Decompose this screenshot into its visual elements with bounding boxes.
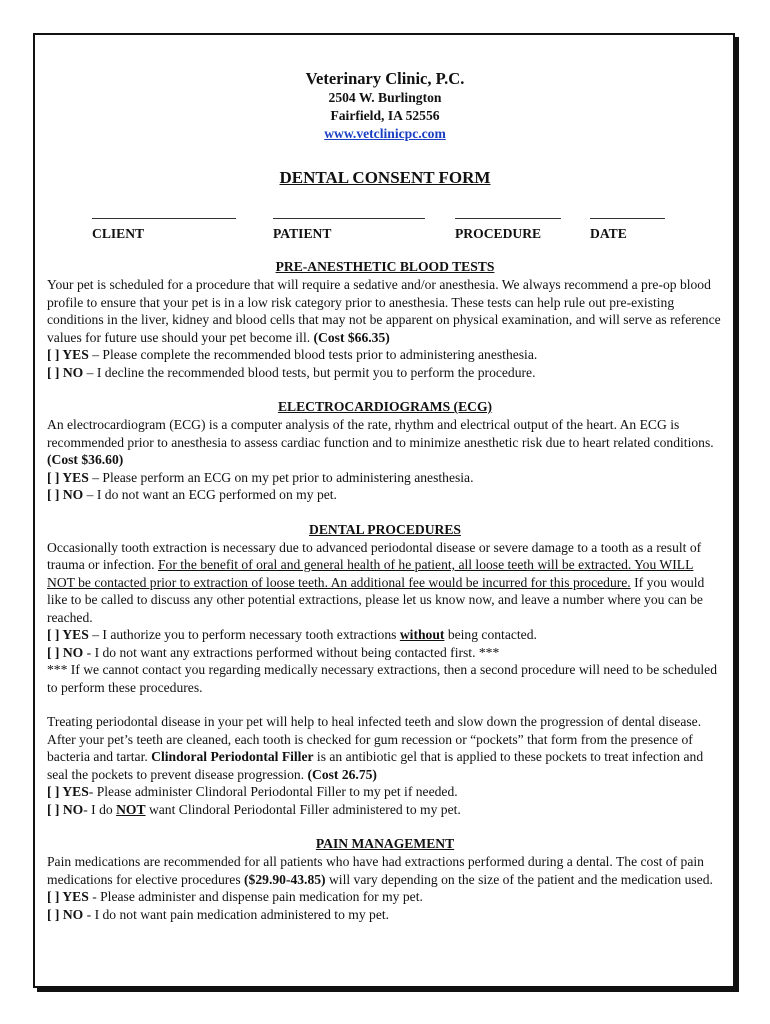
client-label: CLIENT — [92, 226, 145, 241]
pain-body: Pain medications are recommended for all patients who have had extractions performed during a dental. The cost of pain medications for elective procedures ($29.90-43.85) will vary depending on the size of the patient and the medication used. — [47, 854, 713, 887]
date-label: DATE — [590, 226, 627, 241]
pain-heading: PAIN MANAGEMENT — [315, 836, 455, 851]
ecg-cost: (Cost $36.60) — [47, 452, 124, 467]
dental-note: *** If we cannot contact you regarding medically necessary extractions, then a second procedure will need to be scheduled to perform these procedures. — [47, 662, 717, 695]
periodontal-no-option[interactable]: [ ] NO- I do NOT want Clindoral Periodontal Filler administered to my pet. — [47, 801, 461, 817]
no-checkbox[interactable]: [ ] NO — [47, 644, 84, 660]
patient-field[interactable] — [273, 218, 425, 243]
ecg-body: An electrocardiogram (ECG) is a computer analysis of the rate, rhythm and electrical output of the heart. An ECG is recommended prior to anesthesia to assess cardiac function and to minimize anesthetic risk due to heart related conditions. (Cost $36.60) — [47, 417, 714, 467]
dental-section — [47, 521, 723, 697]
no-checkbox[interactable]: [ ] NO — [47, 364, 84, 380]
signature-row — [47, 218, 723, 248]
no-checkbox[interactable]: [ ] NO — [47, 801, 84, 817]
blood-tests-cost: (Cost $66.35) — [313, 329, 390, 345]
periodontal-yes-option[interactable]: [ ] YES- Please administer Clindoral Periodontal Filler to my pet if needed. — [47, 784, 458, 799]
client-field[interactable] — [92, 218, 236, 243]
ecg-no-option[interactable]: [ ] NO – I do not want an ECG performed on my pet. — [47, 487, 337, 502]
periodontal-cost: (Cost 26.75) — [307, 766, 377, 782]
procedure-label: PROCEDURE — [455, 226, 542, 241]
website-link[interactable]: www.vetclinicpc.com — [324, 126, 446, 141]
yes-checkbox[interactable]: [ ] YES — [47, 784, 89, 799]
ecg-yes-option[interactable]: [ ] YES – Please perform an ECG on my pet prior to administering anesthesia. — [47, 469, 474, 485]
address-line-2: Fairfield, IA 52556 — [330, 108, 440, 123]
address-line-1: 2504 W. Burlington — [328, 90, 442, 105]
dental-yes-option[interactable]: [ ] YES – I authorize you to perform necessary tooth extractions without being contacted. — [47, 627, 537, 642]
periodontal-section — [47, 713, 723, 818]
pain-no-option[interactable]: [ ] NO - I do not want pain medication administered to my pet. — [47, 906, 390, 922]
ecg-heading: ELECTROCARDIOGRAMS (ECG) — [277, 399, 493, 414]
yes-checkbox[interactable]: [ ] YES — [47, 889, 89, 904]
no-checkbox[interactable]: [ ] NO — [47, 906, 84, 922]
blood-tests-section — [47, 258, 723, 381]
pain-section — [47, 835, 723, 923]
pain-cost: ($29.90-43.85) — [244, 871, 326, 887]
dental-no-option[interactable]: [ ] NO - I do not want any extractions performed without being contacted first. *** — [47, 644, 500, 660]
periodontal-body: Treating periodontal disease in your pet will help to heal infected teeth and slow down the progression of dental disease. After your pet’s teeth are cleaned, each tooth is checked for gum recession or “pockets” that form from the presence of bacteria and tartar. Clindoral Periodontal Filler is an antibiotic gel that is applied to these pockets to treat infection and seal the pockets to prevent disease progression. (Cost 26.75) — [47, 714, 704, 782]
form-page — [33, 33, 735, 988]
date-field[interactable] — [590, 218, 665, 243]
form-title: DENTAL CONSENT FORM — [279, 167, 491, 187]
yes-checkbox[interactable]: [ ] YES — [47, 347, 89, 362]
yes-checkbox[interactable]: [ ] YES — [47, 627, 89, 642]
procedure-field[interactable] — [455, 218, 561, 243]
periodontal-product: Clindoral Periodontal Filler — [151, 749, 314, 764]
pain-yes-option[interactable]: [ ] YES - Please administer and dispense pain medication for my pet. — [47, 889, 423, 904]
blood-tests-body: Your pet is scheduled for a procedure that will require a sedative and/or anesthesia. We always recommend a pre-op blood profile to ensure that your pet is in a low risk category prior to anesthesia. These tests can help rule out pre-existing conditions in the liver, kidney and blood cells that may not be apparent on physical examination, and will serve as reference values for future use should your pet become ill. (Cost $66.35) — [47, 277, 721, 345]
dental-heading: DENTAL PROCEDURES — [309, 521, 461, 537]
blood-tests-heading: PRE-ANESTHETIC BLOOD TESTS — [275, 259, 495, 274]
patient-label: PATIENT — [273, 226, 332, 241]
clinic-name: Veterinary Clinic, P.C. — [305, 69, 465, 88]
blood-tests-yes-option[interactable]: [ ] YES – Please complete the recommended blood tests prior to administering anesthesia. — [47, 347, 538, 362]
blood-tests-no-option[interactable]: [ ] NO – I decline the recommended blood tests, but permit you to perform the procedure. — [47, 364, 536, 380]
ecg-section — [47, 398, 723, 504]
clinic-header — [47, 69, 723, 186]
dental-body: Occasionally tooth extraction is necessary due to advanced periodontal disease or severe damage to a tooth as a result of trauma or infection. For the benefit of oral and general health of he patient, all loose teeth will be extracted. You WILL NOT be contacted prior to extraction of loose teeth. An additional fee would be incurred for this procedure. If you would like to be called to discuss any other potential extractions, please let us know now, and leave a number where you can be reached. — [47, 539, 705, 625]
yes-checkbox[interactable]: [ ] YES — [47, 469, 89, 485]
form-content — [47, 69, 723, 923]
no-checkbox[interactable]: [ ] NO — [47, 487, 84, 502]
